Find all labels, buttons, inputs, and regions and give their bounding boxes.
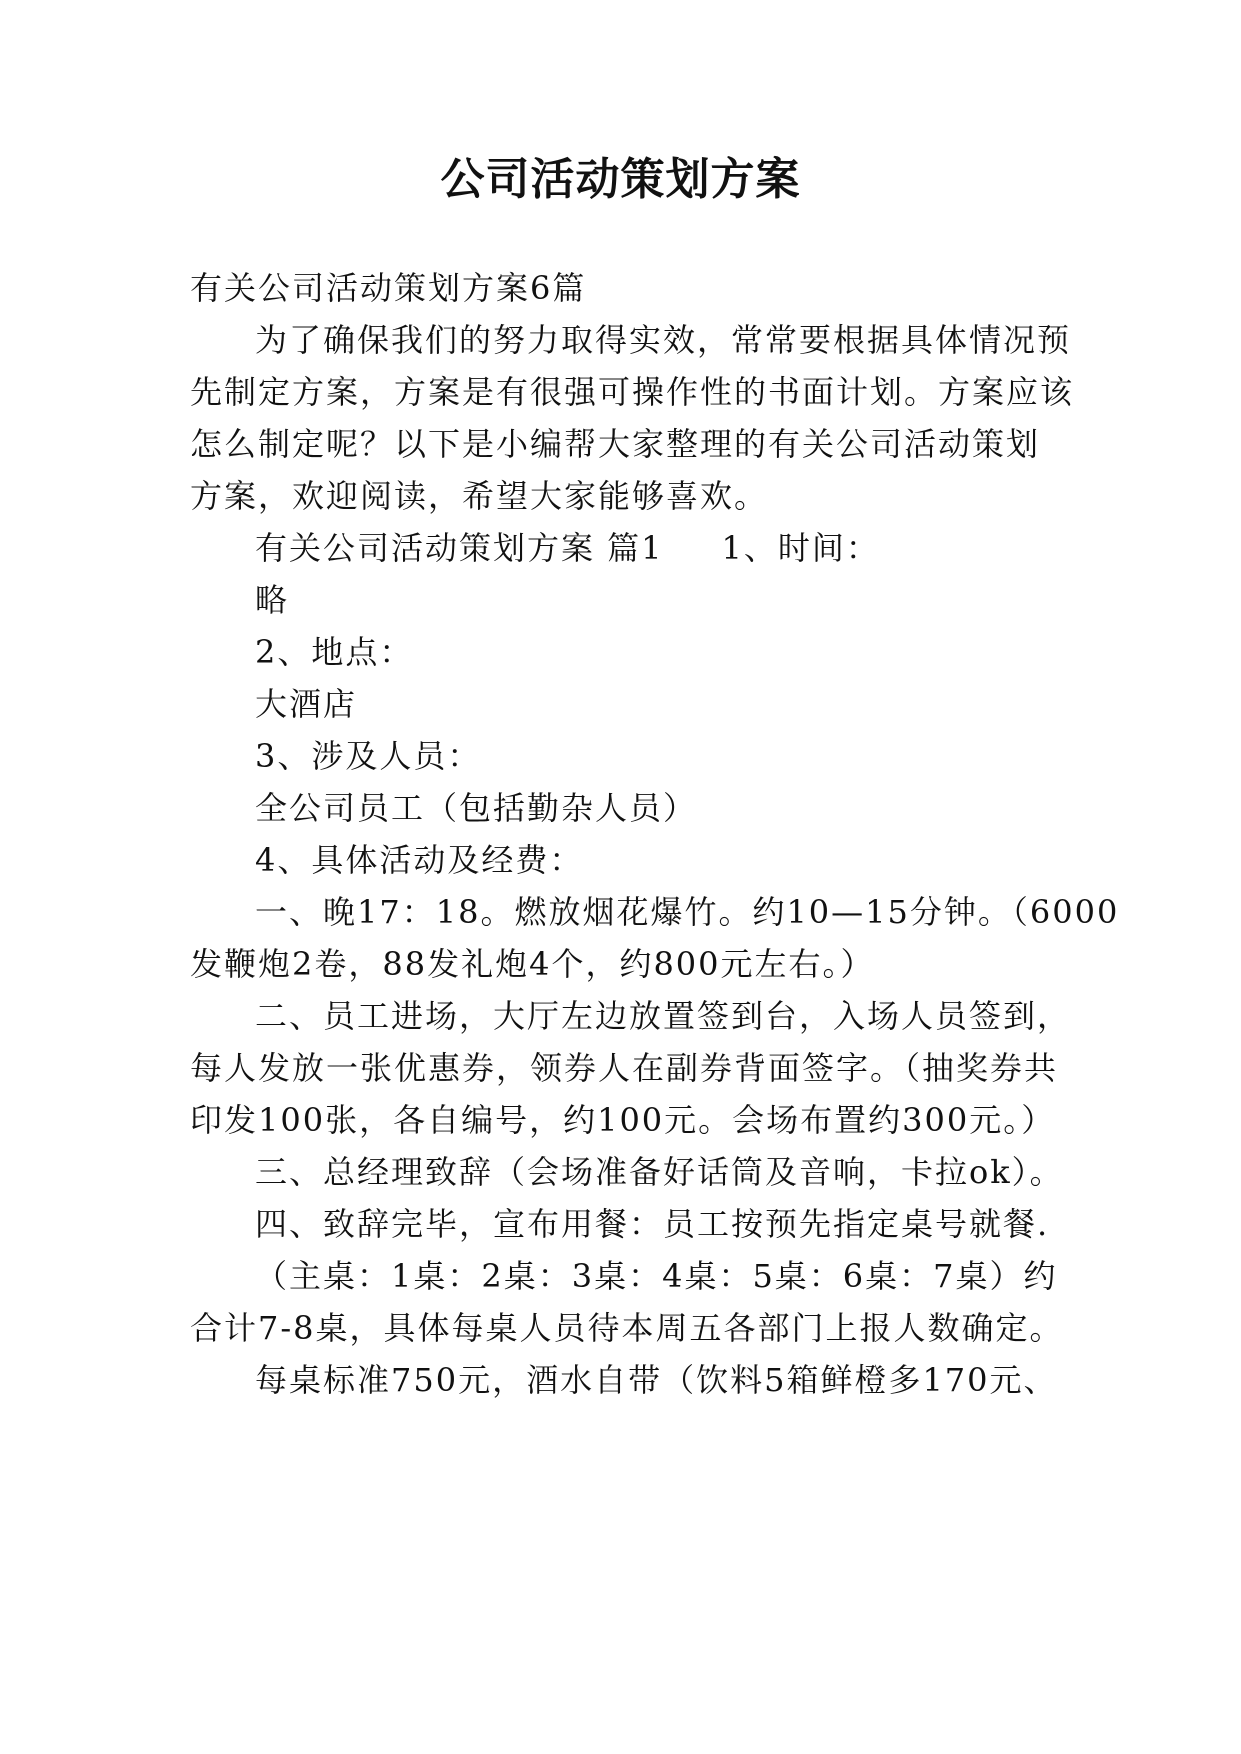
item-label: 1、时间：	[721, 529, 880, 567]
document-subtitle: 有关公司活动策划方案6篇	[190, 269, 587, 307]
step-line: 二、员工进场，大厅左边放置签到台，入场人员签到，	[255, 997, 1072, 1035]
step-line: 三、总经理致辞（会场准备好话筒及音响，卡拉ok）。	[255, 1153, 1064, 1191]
document-title: 公司活动策划方案	[440, 154, 801, 205]
tables-line: 合计7-8桌，具体每桌人员待本周五各部门上报人数确定。	[190, 1309, 1064, 1347]
tables-line: （主桌：1桌：2桌：3桌：4桌：5桌：6桌：7桌）约	[255, 1257, 1058, 1295]
section-heading: 有关公司活动策划方案 篇1	[255, 529, 664, 567]
intro-line: 方案，欢迎阅读，希望大家能够喜欢。	[190, 477, 769, 515]
step-line: 发鞭炮2卷，88发礼炮4个，约800元左右。）	[190, 945, 875, 983]
step-line: 四、致辞完毕，宣布用餐：员工按预先指定桌号就餐.	[255, 1205, 1050, 1243]
intro-line: 先制定方案，方案是有很强可操作性的书面计划。方案应该	[190, 373, 1075, 411]
section-heading-row	[255, 526, 880, 570]
item-value: 略	[255, 581, 290, 619]
step-line: 印发100张，各自编号，约100元。会场布置约300元。）	[190, 1101, 1056, 1139]
step-line: 一、晚17：18。燃放烟花爆竹。约10—15分钟。（6000	[255, 893, 1120, 931]
item-value: 大酒店	[255, 685, 358, 723]
intro-line: 怎么制定呢？以下是小编帮大家整理的有关公司活动策划	[190, 425, 1041, 463]
item-label: 4、具体活动及经费：	[255, 841, 584, 879]
step-line: 每人发放一张优惠券，领券人在副券背面签字。（抽奖券共	[190, 1049, 1059, 1087]
standard-line: 每桌标准750元，酒水自带（饮料5箱鲜橙多170元、	[255, 1361, 1058, 1399]
intro-line: 为了确保我们的努力取得实效，常常要根据具体情况预	[255, 321, 1072, 359]
item-label: 2、地点：	[255, 633, 414, 671]
item-label: 3、涉及人员：	[255, 737, 482, 775]
item-value: 全公司员工（包括勤杂人员）	[255, 789, 698, 827]
